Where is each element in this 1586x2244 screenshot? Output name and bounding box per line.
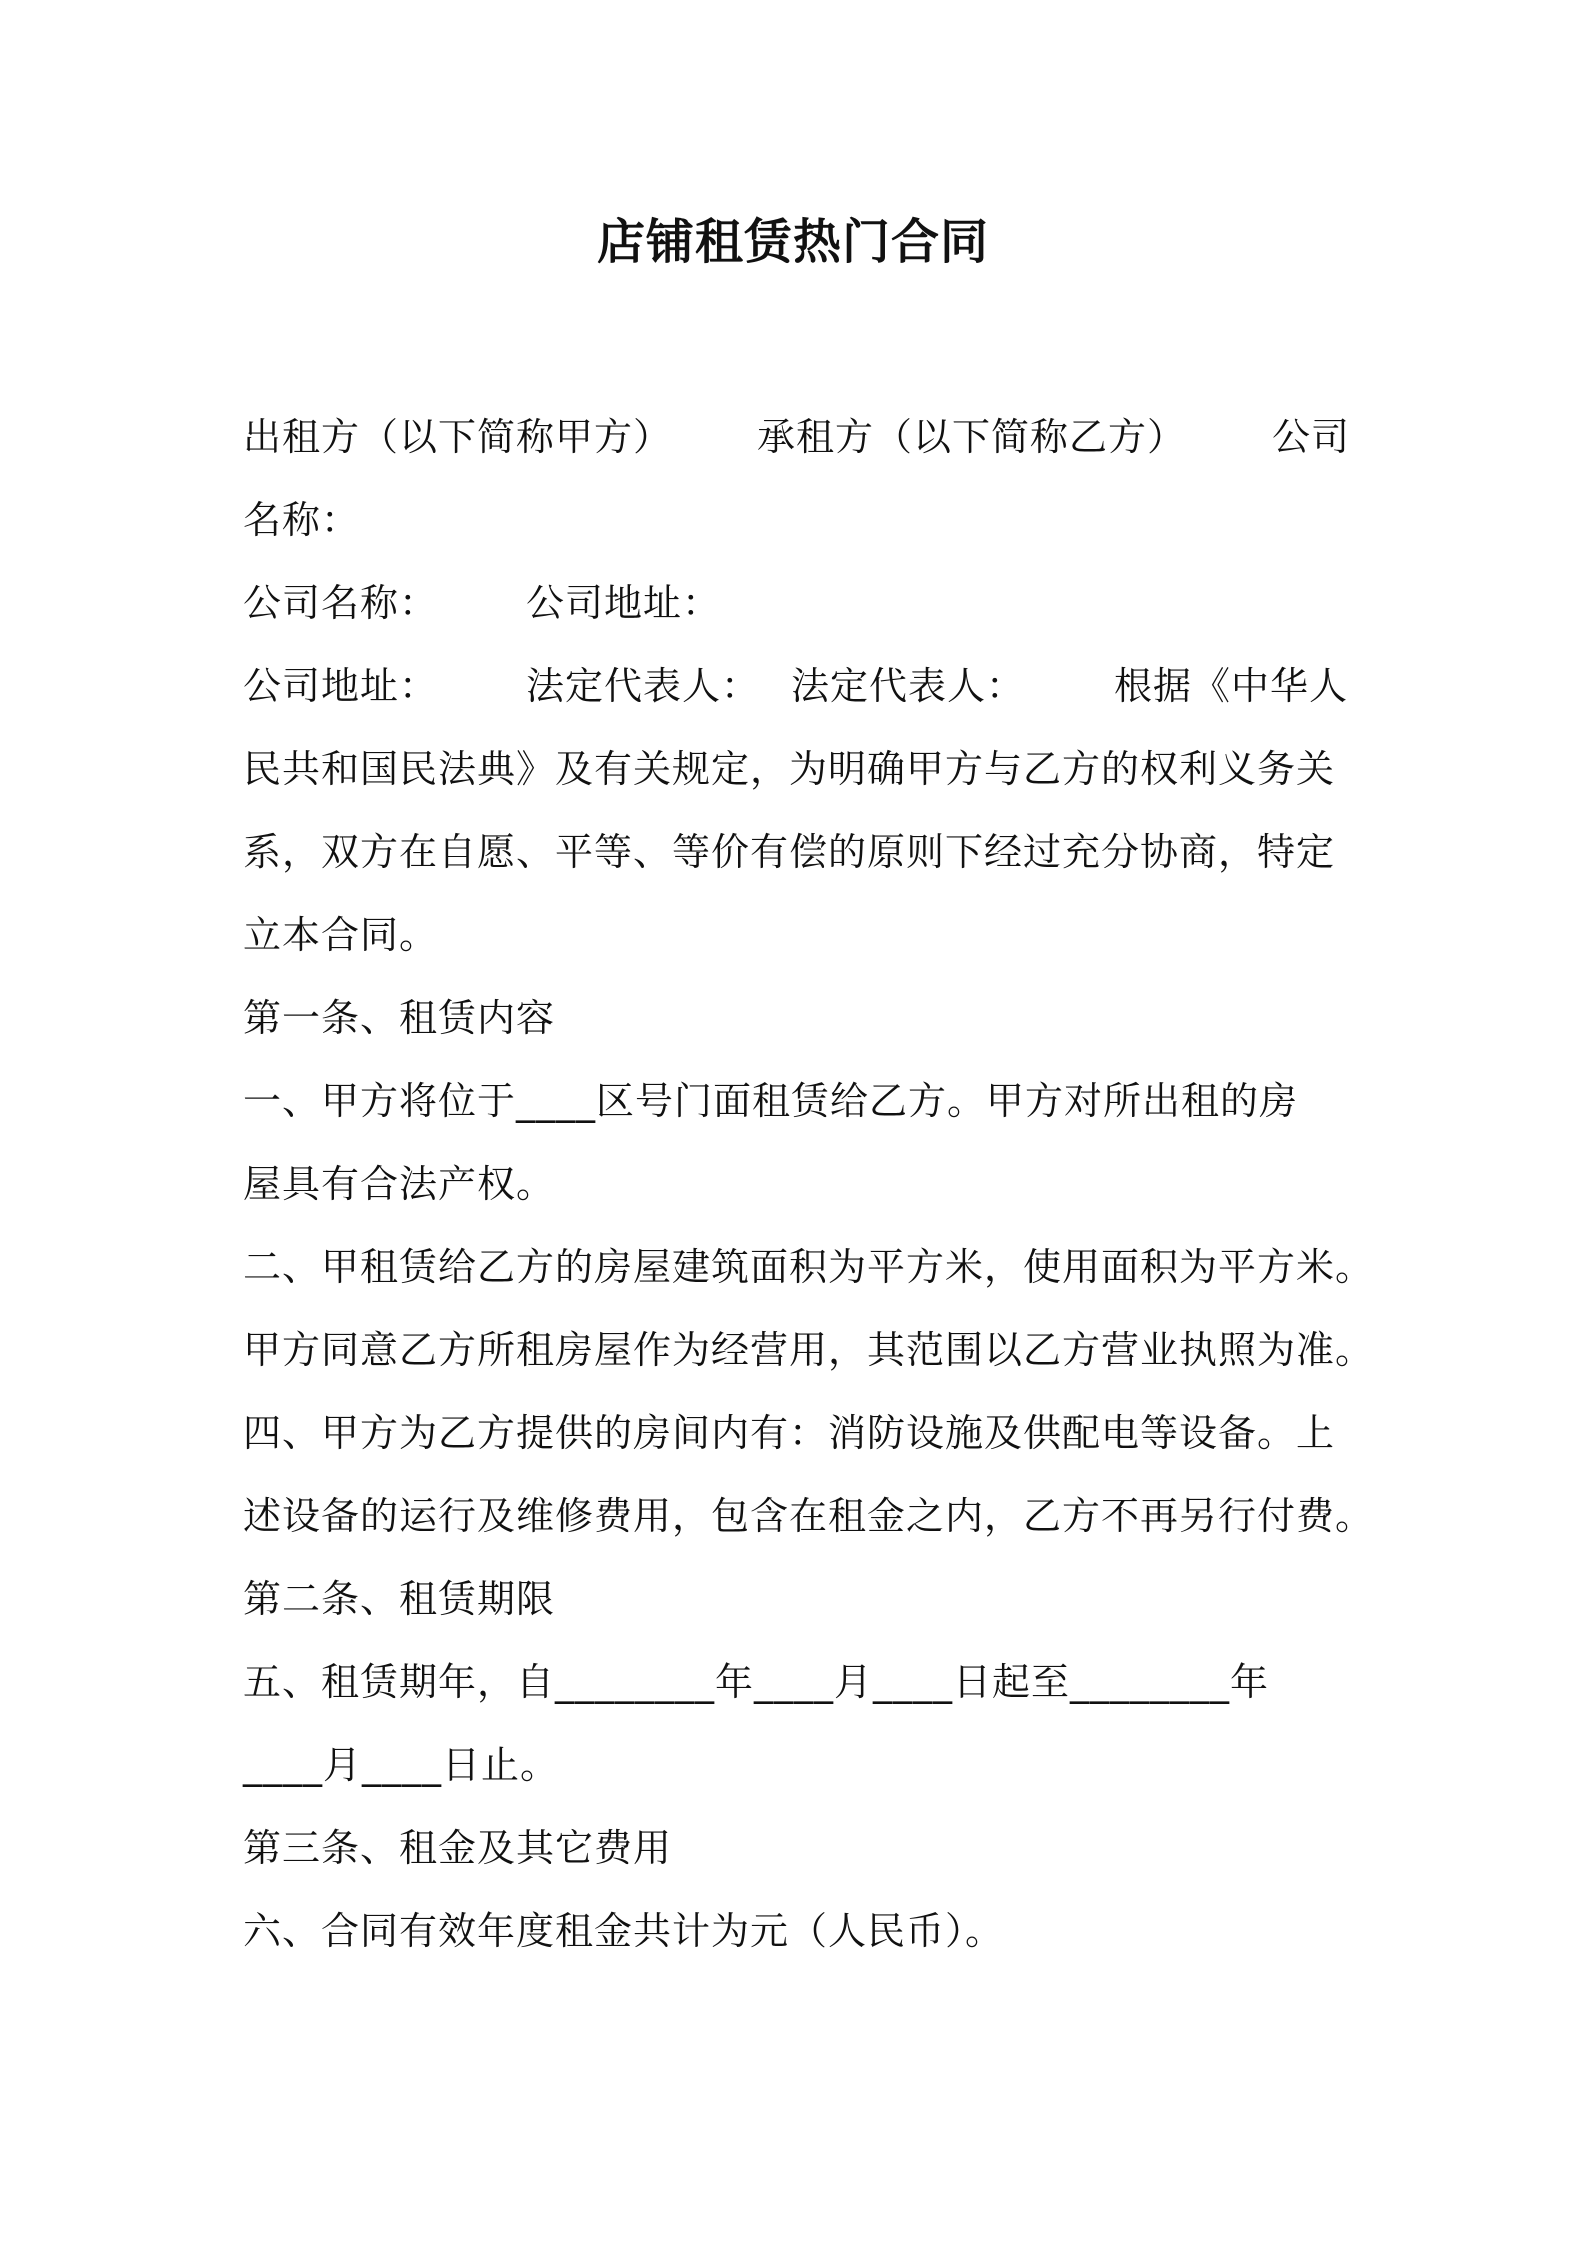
clause-text: 一、甲方将位于____区号门面租赁给乙方。甲方对所出租的房 (243, 1079, 1299, 1123)
company-label-part: 公司 (1272, 415, 1351, 459)
lessee-label: 承租方（以下简称乙方） (757, 415, 1187, 459)
document-title: 店铺租赁热门合同 (596, 214, 989, 270)
clause-text: 述设备的运行及维修费用，包含在租金之内，乙方不再另行付费。 (243, 1494, 1375, 1538)
article-heading: 第一条、租赁内容 (243, 996, 556, 1040)
lessee-company-address-label: 公司地址： (243, 664, 439, 708)
clause-text: 甲方同意乙方所租房屋作为经营用，其范围以乙方营业执照为准。 (243, 1328, 1375, 1372)
clause-text: 六、合同有效年度租金共计为元（人民币）。 (243, 1909, 1005, 1953)
lessor-company-address-label: 公司地址： (526, 581, 722, 625)
preamble-text: 立本合同。 (243, 913, 439, 957)
clause-text: ____月____日止。 (243, 1743, 560, 1787)
preamble-text: 根据《中华人 (1114, 664, 1349, 708)
lessee-legal-rep-label: 法定代表人： (791, 664, 1026, 708)
clause-text: 五、租赁期年，自________年____月____日起至________年 (243, 1660, 1270, 1704)
lessee-company-name-label: 公司名称： (243, 581, 439, 625)
clause-text: 二、甲租赁给乙方的房屋建筑面积为平方米，使用面积为平方米。 (243, 1245, 1375, 1289)
company-name-label-part: 名称： (243, 498, 361, 542)
article-heading: 第三条、租金及其它费用 (243, 1826, 673, 1870)
article-heading: 第二条、租赁期限 (243, 1577, 556, 1621)
preamble-text: 民共和国民法典》及有关规定，为明确甲方与乙方的权利义务关 (243, 747, 1336, 791)
lessor-label: 出租方（以下简称甲方） (243, 415, 673, 459)
preamble-text: 系，双方在自愿、平等、等价有偿的原则下经过充分协商，特定 (243, 830, 1336, 874)
clause-text: 四、甲方为乙方提供的房间内有：消防设施及供配电等设备。上 (243, 1411, 1336, 1455)
clause-text: 屋具有合法产权。 (243, 1162, 556, 1206)
lessor-legal-rep-label: 法定代表人： (526, 664, 761, 708)
